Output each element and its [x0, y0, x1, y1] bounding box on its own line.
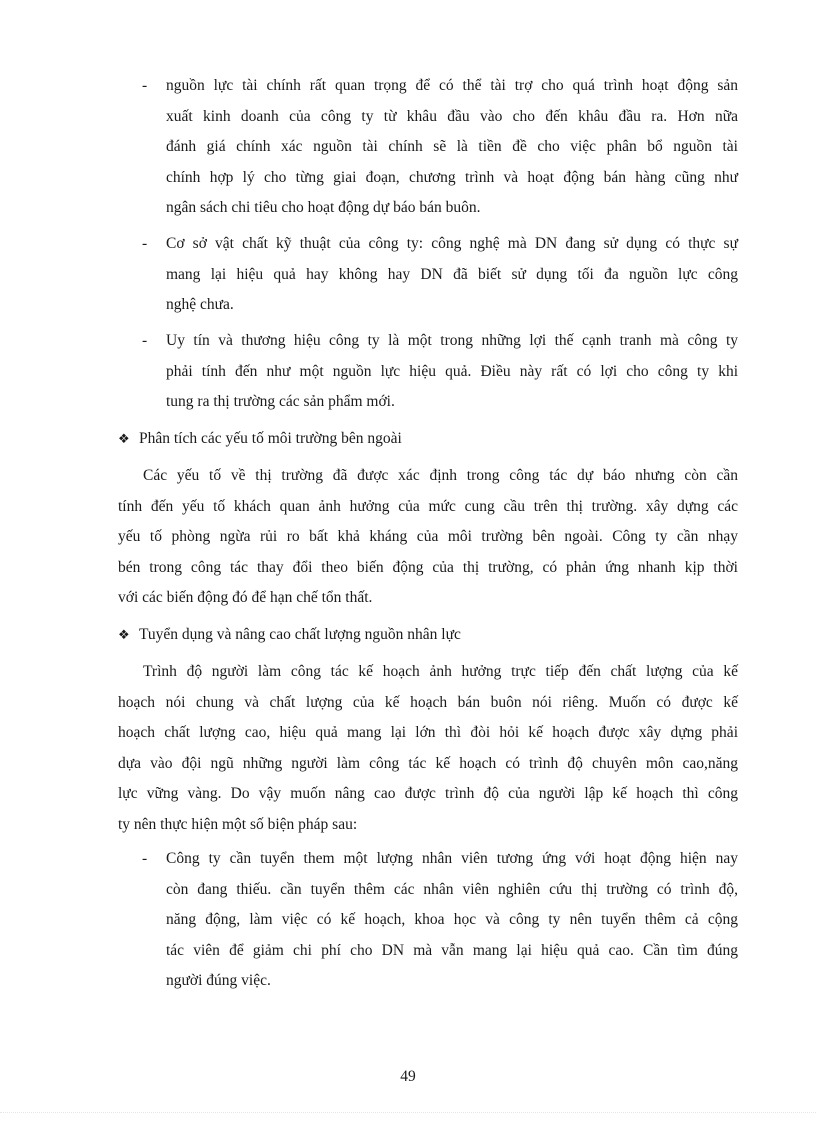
text-line: tính đến yếu tố khách quan ảnh hưởng của mức cung cầu trên thị trường. xây dựng các [118, 497, 738, 515]
text-line: chính hợp lý cho từng giai đoạn, chương trình và hoạt động bán hàng cũng như [166, 168, 738, 186]
section-heading-text: Tuyển dụng và nâng cao chất lượng nguồn nhân lực [139, 626, 461, 643]
text-line: Các yếu tố về thị trường đã được xác định trong công tác dự báo nhưng còn cần [143, 467, 738, 484]
text-line: Trình độ người làm công tác kế hoạch ảnh hưởng trực tiếp đến chất lượng của kế [143, 663, 738, 680]
text-line: yếu tố phòng ngừa rủi ro bất khả kháng của môi trường bên ngoài. Công ty cần nhạy [118, 528, 738, 545]
footer-divider [0, 1112, 816, 1113]
text-line: phải tính đến như một nguồn lực hiệu quả. Điều này rất có lợi cho công ty khi [166, 362, 738, 380]
paragraph-recruitment [118, 657, 738, 840]
bullet-financial-resources [142, 71, 738, 224]
text-line: xuất kinh doanh của công ty từ khâu đầu vào cho đến khâu đầu ra. Hơn nữa [166, 107, 738, 125]
text-line: tung ra thị trường các sản phẩm mới. [166, 393, 395, 410]
diamond-bullet-icon: ❖ [118, 432, 130, 447]
text-line: đánh giá chính xác nguồn tài chính sẽ là tiền đề cho việc phân bổ nguồn tài [166, 138, 738, 155]
bullet-marker: - [142, 235, 148, 252]
text-line: hoạch nói chung và chất lượng của kế hoạch bán buôn nói riêng. Muốn có được kế [118, 693, 738, 711]
bullet-recruit-staff [142, 844, 738, 997]
text-line: hoạch chất lượng cao, hiệu quả mang lại lớn thì đòi hỏi kế hoạch được xây dựng phải [118, 724, 738, 741]
section-heading-external-factors [118, 424, 402, 456]
text-line: ngân sách chi tiêu cho hoạt động dự báo bán buôn. [166, 199, 481, 216]
text-line: Uy tín và thương hiệu công ty là một trong những lợi thế cạnh tranh mà công ty [166, 332, 738, 349]
text-line: với các biến động đó để hạn chế tổn thất. [118, 589, 373, 606]
bullet-marker: - [142, 332, 148, 349]
text-line: nghệ chưa. [166, 296, 234, 313]
section-heading-text: Phân tích các yếu tố môi trường bên ngoài [139, 430, 402, 447]
diamond-bullet-icon: ❖ [118, 628, 130, 643]
text-line: nguồn lực tài chính rất quan trọng để có thể tài trợ cho quá trình hoạt động sản [166, 77, 738, 94]
paragraph-external-factors [118, 461, 738, 614]
page-number: 49 [400, 1068, 416, 1085]
text-line: ty nên thực hiện một số biện pháp sau: [118, 815, 358, 833]
text-line: dựa vào đội ngũ những người làm công tác kế hoạch có trình độ chuyên môn cao,năng [118, 754, 738, 772]
bullet-brand-reputation [142, 326, 738, 418]
bullet-marker: - [142, 77, 148, 94]
text-line: tác viên để giảm chi phí cho DN mà vẫn mang lại hiệu quả cao. Cần tìm đúng [166, 941, 738, 959]
text-line: mang lại hiệu quả hay không hay DN đã biết sử dụng tối đa nguồn lực công [166, 265, 738, 283]
bullet-marker: - [142, 850, 148, 867]
bullet-technical-facilities [142, 229, 738, 321]
section-heading-recruitment [118, 620, 461, 652]
text-line: bén trong công tác thay đổi theo biến động của thị trường, có phản ứng nhanh kịp thời [118, 558, 738, 576]
text-line: năng động, làm việc có kế hoạch, khoa học và công ty nên tuyển thêm cả cộng [166, 911, 738, 928]
text-line: còn đang thiếu. cần tuyển thêm các nhân viên nghiên cứu thị trường có trình độ, [166, 880, 738, 898]
text-line: Cơ sở vật chất kỹ thuật của công ty: công nghệ mà DN đang sử dụng có thực sự [166, 235, 738, 252]
text-line: Công ty cần tuyển them một lượng nhân viên tương ứng với hoạt động hiện nay [166, 850, 738, 867]
text-line: lực vững vàng. Do vậy muốn nâng cao được trình độ của người lập kế hoạch thì công [118, 785, 738, 802]
text-line: người đúng việc. [166, 972, 271, 989]
